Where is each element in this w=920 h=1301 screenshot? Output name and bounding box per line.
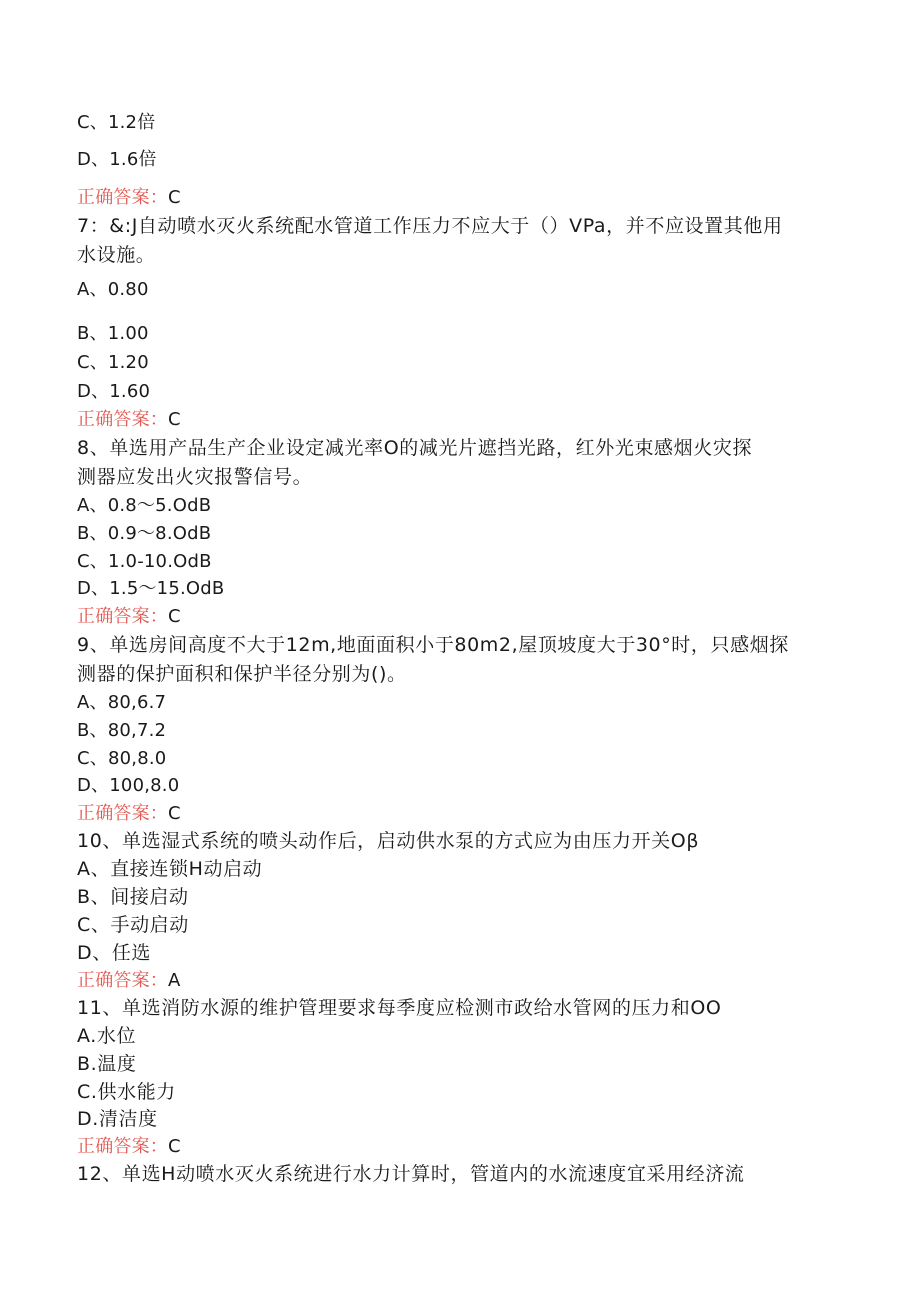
q8-answer	[77, 605, 181, 629]
q10-option-c: C、手动启动	[77, 914, 189, 936]
q11-option-d: D.清洁度	[77, 1108, 158, 1130]
q10-answer	[77, 969, 181, 993]
q9-answer	[77, 802, 181, 826]
q6-answer	[77, 186, 181, 210]
q7-answer	[77, 408, 181, 432]
answer-label: 正确答案：	[77, 803, 168, 824]
q7-stem-line1: 7：&:J自动喷水灭火系统配水管道工作压力不应大于（）VPa，并不应设置其他用	[77, 215, 783, 237]
q8-option-a: A、0.8～5.OdB	[77, 495, 212, 516]
answer-value: C	[168, 409, 181, 430]
q6-option-c: C、1.2倍	[77, 112, 156, 133]
q11-option-b: B.温度	[77, 1053, 137, 1075]
q8-stem-line1: 8、单选用产品生产企业设定减光率O的减光片遮挡光路，红外光束感烟火灾探	[77, 437, 753, 459]
answer-label: 正确答案：	[77, 970, 168, 991]
answer-label: 正确答案：	[77, 1136, 168, 1157]
q9-option-d: D、100,8.0	[77, 775, 180, 796]
q11-option-c: C.供水能力	[77, 1081, 176, 1103]
q9-stem-line1: 9、单选房间高度不大于12m,地面面积小于80m2,屋顶坡度大于30°时，只感烟探	[77, 634, 789, 656]
q8-option-b: B、0.9～8.OdB	[77, 523, 212, 544]
answer-value: C	[168, 1136, 181, 1157]
q12-stem-line1: 12、单选H动喷水灭火系统进行水力计算时，管道内的水流速度宜采用经济流	[77, 1163, 745, 1185]
answer-value: C	[168, 187, 181, 208]
q9-option-b: B、80,7.2	[77, 720, 167, 741]
q7-option-d: D、1.60	[77, 381, 151, 402]
q7-stem-line2: 水设施。	[77, 244, 156, 266]
answer-value: A	[168, 970, 181, 991]
q10-option-d: D、任选	[77, 942, 152, 964]
q10-option-b: B、间接启动	[77, 886, 189, 908]
q11-option-a: A.水位	[77, 1025, 137, 1047]
q6-option-d: D、1.6倍	[77, 149, 157, 170]
q11-answer	[77, 1135, 181, 1159]
q7-option-c: C、1.20	[77, 352, 149, 373]
answer-label: 正确答案：	[77, 606, 168, 627]
q11-stem-line1: 11、单选消防水源的维护管理要求每季度应检测市政给水管网的压力和OO	[77, 997, 722, 1019]
answer-label: 正确答案：	[77, 409, 168, 430]
q9-option-c: C、80,8.0	[77, 748, 167, 769]
q9-option-a: A、80,6.7	[77, 692, 167, 713]
answer-label: 正确答案：	[77, 187, 168, 208]
q10-stem-line1: 10、单选湿式系统的喷头动作后，启动供水泵的方式应为由压力开关Oβ	[77, 830, 700, 852]
q8-option-d: D、1.5～15.OdB	[77, 578, 225, 599]
q8-option-c: C、1.0-10.OdB	[77, 551, 212, 572]
q7-option-a: A、0.80	[77, 279, 149, 300]
q7-option-b: B、1.00	[77, 323, 149, 344]
answer-value: C	[168, 803, 181, 824]
answer-value: C	[168, 606, 181, 627]
q9-stem-line2: 测器的保护面积和保护半径分别为()。	[77, 663, 407, 685]
q10-option-a: A、直接连锁H动启动	[77, 858, 263, 880]
q8-stem-line2: 测器应发出火灾报警信号。	[77, 466, 313, 488]
